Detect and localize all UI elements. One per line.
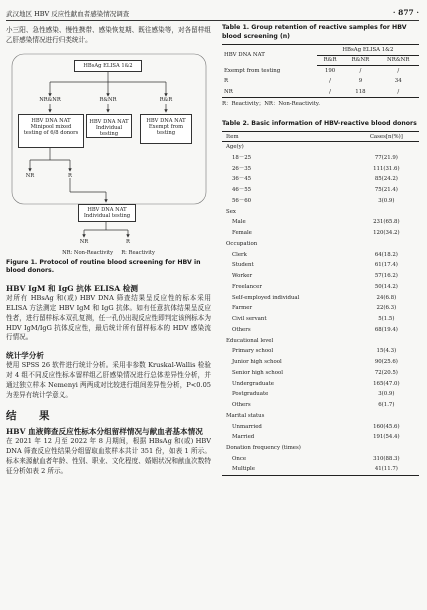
table-row [222, 185, 419, 196]
table-row [222, 76, 419, 87]
table2-cases-cell [354, 443, 419, 454]
table2-row-label: Self-employed individual [232, 294, 300, 301]
table2-cases-cell [354, 411, 419, 422]
table1-col-rr: R&R [317, 55, 344, 66]
table1-note: R：Reactivity；NR：Non-Reactivity. [222, 100, 320, 107]
table2-cases-cell: 3(0.9) [378, 391, 395, 398]
table2 [222, 131, 419, 475]
table2-cases-cell: 231(65.8) [373, 219, 400, 226]
table1-cell: 190 [324, 68, 336, 75]
table2-row-label: Primary school [232, 348, 274, 355]
table1-row-label: Exempt from testing [224, 67, 281, 74]
table2-cases-cell: 24(6.8) [376, 294, 397, 301]
table2-cases-cell: 68(19.4) [374, 326, 398, 333]
table2-row-label: Senior high school [232, 369, 283, 376]
table1-row-label: NR [224, 88, 233, 95]
nat-minipool-box: HBV DNA NAT Minipool mixed testing of 6/8 donors [18, 114, 84, 148]
table-row [222, 174, 419, 185]
bottom-outcome-nr: NR [79, 238, 89, 245]
table2-cases-cell [354, 142, 419, 153]
table2-row-label: 46－55 [232, 187, 252, 194]
table2-cases-cell [354, 206, 419, 217]
table-row [222, 346, 419, 357]
table2-row-label: Farmer [232, 305, 253, 312]
table-row [222, 464, 419, 475]
header-rule [6, 20, 419, 21]
page-number: · 877 · [392, 8, 419, 17]
table2-cases-cell: 3(0.9) [378, 197, 395, 204]
screening-flowchart [6, 52, 211, 248]
branch-label-rr: R&R [159, 96, 173, 103]
table-row [222, 282, 419, 293]
table-row [222, 249, 419, 260]
table-row [222, 260, 419, 271]
table2-cases-cell [354, 239, 419, 250]
section-body-elisa: 对所有 HBsAg 和(或) HBV DNA 筛查结果呈反应性的标本采用 ELISA 方法测定 HBV IgM 和 IgG 抗体。如有任意抗体结果呈反应性者，进行留样标本双孔复测，任一孔仍出现反应性即判定该例标本为 HDV IgM/IgG 抗体反应性，最后统计所有留样标本的 HDV 感染流行情况。 [6, 294, 211, 342]
table2-cases-cell: 310(88.3) [373, 455, 400, 462]
table-row [222, 163, 419, 174]
right-column [222, 24, 419, 606]
table-row [222, 432, 419, 443]
table2-cases-cell: 64(18.2) [374, 251, 398, 258]
results-body: 在 2021 年 12 月至 2022 年 8 月期间，根据 HBsAg 和(或) HBV DNA 筛查反应性结果分组留取血浆样本共计 351 份，如表 1 所示。标本来源献血者年龄、性别、职业、文化程度、婚姻状况和献血次数特征分析如表 2 所示。 [6, 437, 211, 475]
table2-row-label: Male [232, 219, 246, 226]
table2-group-label: Age(y) [226, 144, 244, 151]
table-row [222, 228, 419, 239]
table2-group-label: Sex [226, 208, 236, 215]
table2-row-label: Unmarried [232, 423, 262, 430]
table2-row-label: Postgraduate [232, 391, 269, 398]
table-row [222, 271, 419, 282]
table1-col-rnr: R&NR [343, 55, 377, 66]
table2-cases-cell: 50(14.2) [374, 283, 398, 290]
table2-row-label: 18－25 [232, 154, 252, 161]
table1-col-nrnr: NR&NR [377, 55, 419, 66]
table-row [222, 303, 419, 314]
table2-group-label: Educational level [226, 337, 274, 344]
figure-caption: Figure 1. Protocol of routine blood screening for HBV in blood donors. [6, 258, 201, 275]
table2-cases-cell: 191(54.4) [373, 434, 400, 441]
table2-cases-cell: 160(45.6) [373, 423, 400, 430]
table2-row-label: Undergraduate [232, 380, 274, 387]
table1-row-header: HBV DNA NAT [224, 52, 265, 59]
table2-cases-cell [354, 335, 419, 346]
table2-cases-cell: 5(1.5) [378, 316, 395, 323]
section-heading-elisa: HBV IgM 和 IgG 抗体 ELISA 检测 [6, 284, 138, 294]
table2-row-label: Married [232, 434, 255, 441]
bottom-outcome-r: R [126, 238, 130, 245]
table2-header-cases: Cases[n(%)] [354, 132, 419, 142]
table-row [222, 66, 419, 77]
results-heading: 结 果 [6, 410, 56, 423]
table2-group-label: Donation frequency (times) [226, 445, 301, 452]
table2-cases-cell: 90(25.6) [374, 359, 398, 366]
table-row [222, 206, 419, 217]
hbsag-elisa-box: HBsAg ELISA 1&2 [74, 60, 142, 72]
table2-cases-cell: 41(11.7) [374, 466, 398, 473]
running-title: 武汉地区 HBV 反应性献血者感染情况调查 [6, 10, 130, 18]
nat-exempt-box: HBV DNA NAT Exempt from testing [140, 114, 192, 144]
table1-row-label: R [224, 78, 229, 85]
table-row [222, 400, 419, 411]
table1-cell: 34 [394, 78, 402, 85]
table1-cell: 118 [355, 88, 366, 95]
table2-row-label: 56－60 [232, 197, 252, 204]
nat-individual-lower-box: HBV DNA NAT Individual testing [78, 204, 136, 222]
table-row [222, 217, 419, 228]
table2-row-label: Worker [232, 273, 253, 280]
table2-row-label: Multiple [232, 466, 255, 473]
branch-label-nrnr: NR&NR [39, 96, 61, 103]
table-row [222, 335, 419, 346]
table-row [222, 153, 419, 164]
mid-outcome-r: R [68, 172, 72, 179]
table2-cases-cell: 165(47.0) [373, 380, 400, 387]
table2-row-label: Clerk [232, 251, 247, 258]
table1 [222, 44, 419, 98]
flowchart-legend: NR: Non-Reactivity R: Reactivity [62, 249, 155, 256]
table2-cases-cell: 22(6.3) [376, 305, 397, 312]
table-row [222, 87, 419, 98]
table-row [222, 368, 419, 379]
table-row [222, 239, 419, 250]
table2-row-label: Others [232, 402, 251, 409]
table1-cell: / [329, 78, 331, 85]
table2-group-label: Marital status [226, 412, 265, 419]
table2-row-label: Female [232, 230, 252, 237]
table2-cases-cell: 15(4.3) [376, 348, 397, 355]
table-row [222, 142, 419, 153]
section-heading-stats: 统计学分析 [6, 351, 44, 361]
table1-caption: Table 1. Group retention of reactive samples for HBV blood screening (n) [222, 24, 407, 40]
table-row [222, 454, 419, 465]
table2-cases-cell: 111(31.6) [373, 165, 400, 172]
table-row [222, 357, 419, 368]
table2-row-label: 36－45 [232, 176, 252, 183]
table-row [222, 325, 419, 336]
table-row [222, 443, 419, 454]
table2-group-label: Occupation [226, 240, 258, 247]
section-body-stats: 使用 SPSS 26 软件进行统计分析。采用非参数 Kruskal-Wallis 检验对 4 组不同反应性标本留样组乙肝感染情况进行总体差异性分析，并通过独立样本 Nemenyi 两两成对比较进行组间差异性分析，P<0.05 为差异有统计学意义。 [6, 361, 211, 399]
table2-cases-cell: 75(21.4) [374, 187, 398, 194]
table2-row-label: Civil servant [232, 316, 267, 323]
table-row [222, 421, 419, 432]
table1-cell: / [397, 68, 400, 75]
table2-cases-cell: 120(34.2) [373, 230, 400, 237]
table2-cases-cell: 6(1.7) [378, 402, 395, 409]
running-head [6, 6, 419, 20]
table1-cell: 9 [358, 78, 363, 85]
table2-cases-cell: 72(20.5) [374, 369, 398, 376]
table2-cases-cell: 77(21.9) [374, 154, 398, 161]
table1-cell: / [397, 88, 400, 95]
table2-cases-cell: 57(16.2) [374, 273, 398, 280]
table2-row-label: Once [232, 455, 247, 462]
table2-row-label: Others [232, 326, 251, 333]
table-row [222, 378, 419, 389]
table2-cases-cell: 61(17.4) [374, 262, 398, 269]
table2-cases-cell: 85(24.2) [374, 176, 398, 183]
table1-group-header: HBsAg ELISA 1&2 [317, 45, 419, 56]
intro-paragraph: 小三阳、急性感染、慢性携带、感染恢复期、既往感染等，对各留样组乙肝感染情况进行归类统计。 [6, 26, 211, 44]
table2-row-label: 26－35 [232, 165, 252, 172]
left-column [6, 24, 211, 606]
table1-cell: / [329, 88, 331, 95]
mid-outcome-nr: NR [25, 172, 35, 179]
table2-caption: Table 2. Basic information of HBV-reactive blood donors [222, 119, 417, 127]
table-row [222, 292, 419, 303]
table2-row-label: Freelancer [232, 283, 262, 290]
table-row [222, 196, 419, 207]
table1-cell: / [359, 68, 362, 75]
table2-header-item: Item [222, 132, 354, 142]
table-row [222, 411, 419, 422]
table2-row-label: Student [232, 262, 254, 269]
table-row [222, 314, 419, 325]
results-subheading: HBV 血液筛查反应性标本分组留样情况与献血者基本情况 [6, 427, 203, 437]
table-row [222, 389, 419, 400]
table2-row-label: Junior high school [232, 359, 282, 366]
branch-label-rnr: R&NR [99, 96, 117, 103]
nat-individual-box: HBV DNA NAT Individual testing [86, 114, 132, 138]
